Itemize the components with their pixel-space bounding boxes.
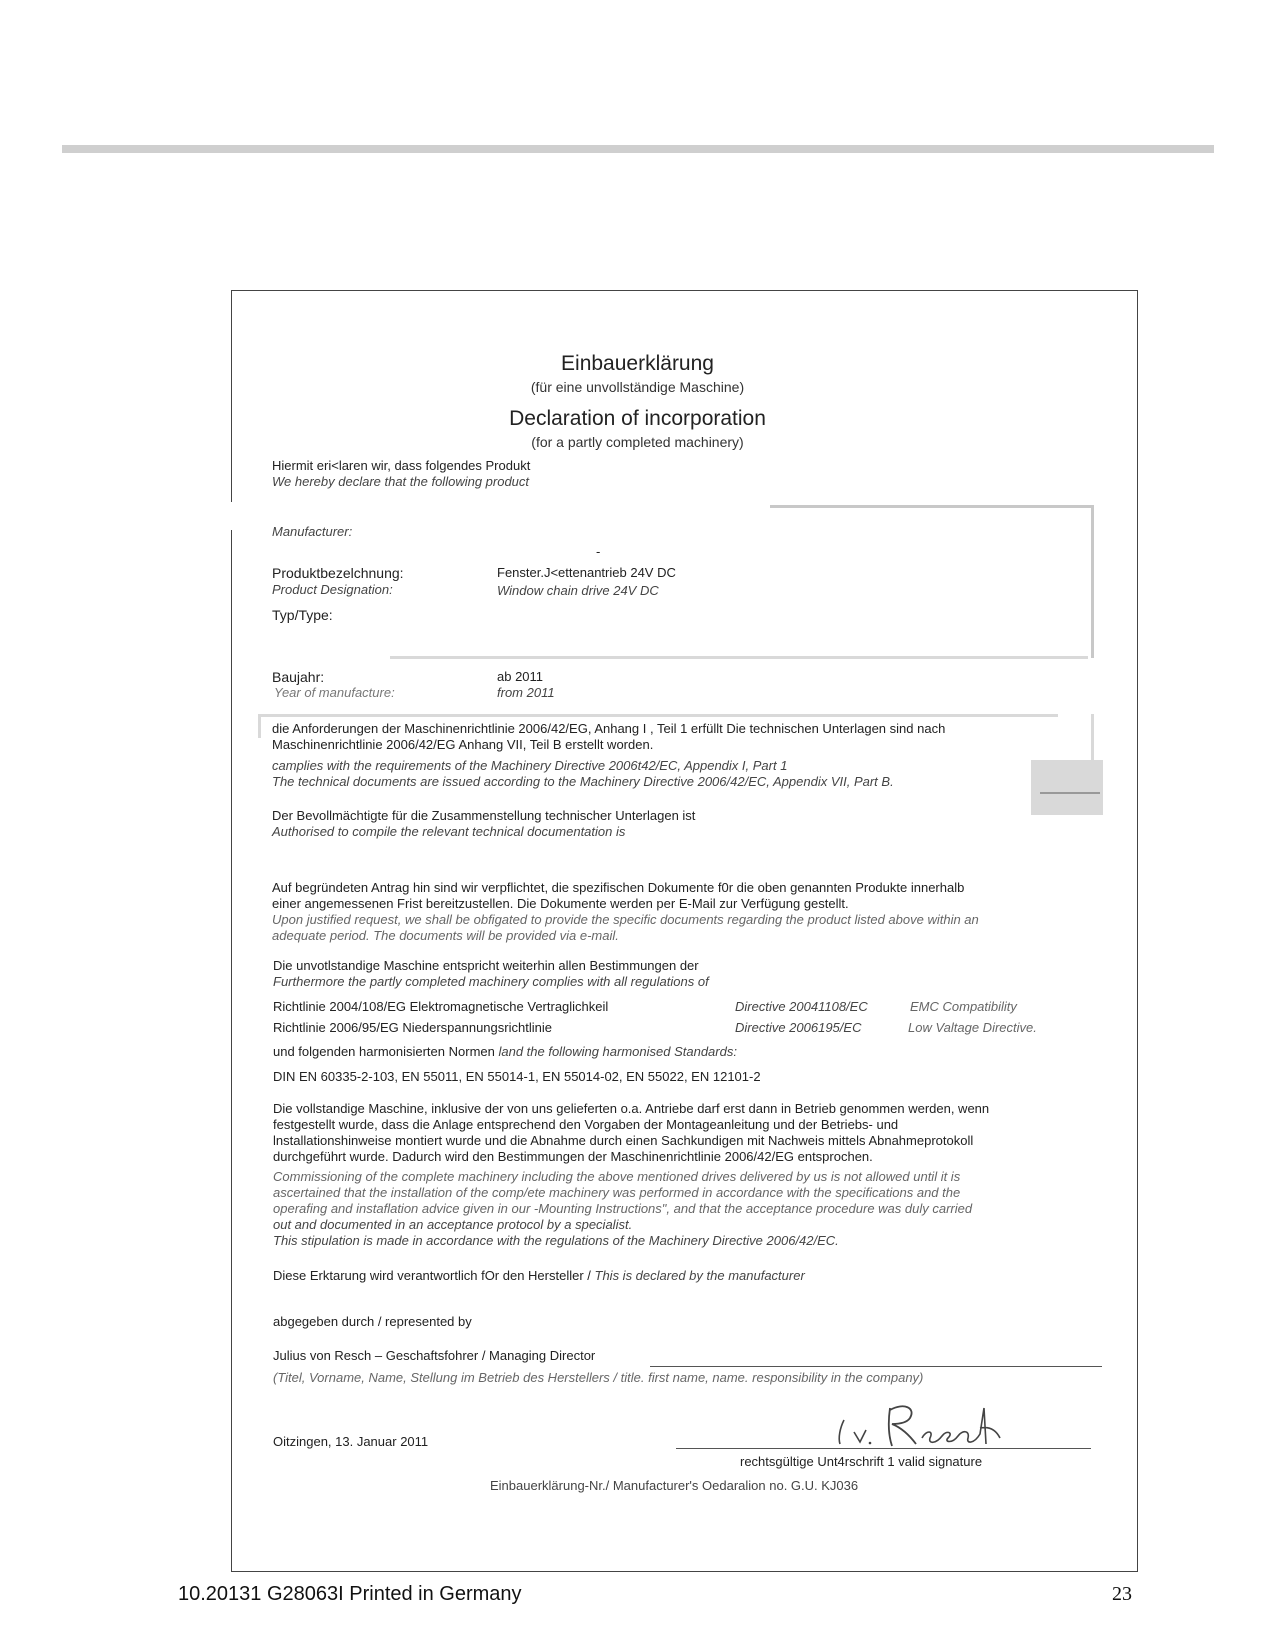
- year-value-en: from 2011: [497, 685, 555, 700]
- declaration-number: Einbauerklärung-Nr./ Manufacturer's Oedaralion no. G.U. KJ036: [490, 1478, 859, 1493]
- commissioning-en-4: out and documented in an acceptance protocol by a specialist.: [273, 1217, 633, 1232]
- request-de-1: Auf begründeten Antrag hin sind wir verpflichtet, die spezifischen Dokumente f0r die oben genannten Produkte innerhalb: [272, 880, 965, 895]
- commissioning-en-2: ascertained that the installation of the comp/ete machinery was performed in accordance with the specifications and the: [273, 1185, 961, 1200]
- signature-line: [676, 1448, 1091, 1449]
- overlay-tick-right: [1091, 714, 1094, 764]
- type-label: Typ/Type:: [272, 607, 333, 623]
- directive-1-en: Directive 20041108/EC: [735, 999, 868, 1014]
- page-number: 23: [1112, 1583, 1132, 1605]
- directive-2-desc: Low Valtage Directive.: [908, 1020, 1037, 1035]
- overlay-line-mid: [258, 714, 1058, 717]
- commissioning-de-4: durchgeführt wurde. Dadurch wird den Bestimmungen der Maschinenrichtlinie 2006/42/EG entsprochen.: [273, 1149, 873, 1164]
- directive-2-en: Directive 2006195/EC: [735, 1020, 862, 1035]
- requirements-en-1: camplies with the requirements of the Machinery Directive 2006t42/EC, Appendix I, Part 1: [272, 758, 788, 773]
- commissioning-en-3: operafing and instaflation advice given in our -Mounting Instructions", and that the acceptance procedure was duly carried: [273, 1201, 973, 1216]
- overlay-line-left: [390, 656, 486, 659]
- standards-list: DIN EN 60335-2-103, EN 55011, EN 55014-1, EN 55014-02, EN 55022, EN 12101-2: [273, 1069, 761, 1084]
- directive-2-de: Richtlinie 2006/95/EG Niederspannungsrichtlinie: [273, 1020, 552, 1035]
- commissioning-en-1: Commissioning of the complete machinery including the above mentioned drives delivered by us is not allowed until it is: [273, 1169, 961, 1184]
- overlay-patch-line: [1040, 792, 1100, 794]
- intro-en: We hereby declare that the following product: [272, 474, 530, 489]
- dash-mark: -: [596, 544, 601, 559]
- signer-caption: (Titel, Vorname, Name, Stellung im Betrieb des Herstellers / title. first name, name. responsibility in the company): [273, 1370, 924, 1385]
- represented-by: abgegeben durch / represented by: [273, 1314, 472, 1329]
- declared-de: Diese Erktarung wird verantwortlich fOr den Hersteller /: [273, 1268, 595, 1283]
- directive-1-desc: EMC Compatibility: [910, 999, 1017, 1014]
- product-label-en: Product Designation:: [272, 582, 393, 597]
- standards-intro-en: land the following harmonised Standards:: [498, 1044, 737, 1059]
- further-de: Die unvotlstandige Maschine entspricht weiterhin allen Bestimmungen der: [273, 958, 699, 973]
- year-label-de: Baujahr:: [272, 669, 325, 685]
- place-date: Oitzingen, 13. Januar 2011: [273, 1434, 429, 1449]
- requirements-de-2: Maschinenrichtlinie 2006/42/EG Anhang VII, Teil B erstellt worden.: [272, 737, 654, 752]
- signature-caption: rechtsgültige Unt4rschrift 1 valid signature: [740, 1454, 983, 1469]
- title-en: Declaration of incorporation: [509, 407, 766, 430]
- commissioning-de-2: festgestellt wurde, dass die Anlage entsprechend den Vorgaben der Montageanleitung und der Betriebs- und: [273, 1117, 899, 1132]
- request-en-1: Upon justified request, we shall be obfigated to provide the specific documents regarding the product listed above within an: [272, 912, 979, 927]
- requirements-de-1: die Anforderungen der Maschinenrichtlinie 2006/42/EG, Anhang I , Teil 1 erfüllt Die technischen Unterlagen sind nach: [272, 721, 946, 736]
- commissioning-de-3: lnstallationshinweise montiert wurde und die Abnahme durch einen Sachkundigen mit Nachweis mittels Abnahmeprotokoll: [273, 1133, 974, 1148]
- requirements-en-2: The technical documents are issued according to the Machinery Directive 2006/42/EC, Appendix VII, Part B.: [272, 774, 894, 789]
- subtitle-de: (für eine unvollständige Maschine): [530, 379, 745, 395]
- commissioning-en-5: This stipulation is made in accordance with the regulations of the Machinery Directive 2006/42/EC.: [273, 1233, 839, 1248]
- overlay-grey-patch: [1031, 760, 1103, 815]
- product-value-de: Fenster.J<ettenantrieb 24V DC: [497, 565, 676, 580]
- frame-gap: [229, 502, 235, 530]
- manufacturer-label: Manufacturer:: [272, 524, 353, 539]
- standards-intro: [273, 1044, 737, 1059]
- subtitle-en: (for a partly completed machinery): [531, 434, 744, 450]
- further-en: Furthermore the partly completed machinery complies with all regulations of: [273, 974, 709, 989]
- commissioning-de-1: Die vollstandige Maschine, inklusive der von uns gelieferten o.a. Antriebe darf erst dann in Betrieb genommen werden, wenn: [273, 1101, 990, 1116]
- directive-1-de: Richtlinie 2004/108/EG Elektromagnetische Vertraglichkeil: [273, 999, 609, 1014]
- product-label-de: Produktbezelchnung:: [272, 565, 404, 581]
- authorised-de: Der Bevollmächtigte für die Zusammenstellung technischer Unterlagen ist: [272, 808, 696, 823]
- signer-underline: [650, 1366, 1102, 1367]
- standards-intro-de: und folgenden harmonisierten Normen: [273, 1044, 499, 1059]
- overlay-tick-left: [258, 714, 261, 738]
- request-de-2: einer angemessenen Frist bereitzustellen. Die Dokumente werden per E-Mail zur Verfügung gestellt.: [272, 896, 849, 911]
- authorised-en: Authorised to compile the relevant technical documentation is: [272, 824, 626, 839]
- declared-line: [273, 1268, 805, 1283]
- year-value-de: ab 2011: [497, 669, 544, 684]
- intro-de: Hiermit eri<laren wir, dass folgendes Produkt: [272, 458, 531, 473]
- declared-en: This is declared by the manufacturer: [594, 1268, 805, 1283]
- handwritten-signature: [830, 1398, 1030, 1450]
- request-en-2: adequate period. The documents will be provided via e-mail.: [272, 928, 619, 943]
- print-info: 10.20131 G28063I Printed in Germany: [178, 1583, 522, 1605]
- product-value-en: Window chain drive 24V DC: [497, 583, 659, 598]
- header-rule: [62, 145, 1214, 153]
- title-de: Einbauerklärung: [561, 352, 714, 375]
- overlay-line-bottom: [480, 656, 1088, 659]
- year-label-en: Year of manufacture:: [274, 685, 395, 700]
- signer-name: Julius von Resch – Geschaftsfohrer / Managing Director: [273, 1348, 596, 1363]
- overlay-box-top: [770, 505, 1094, 658]
